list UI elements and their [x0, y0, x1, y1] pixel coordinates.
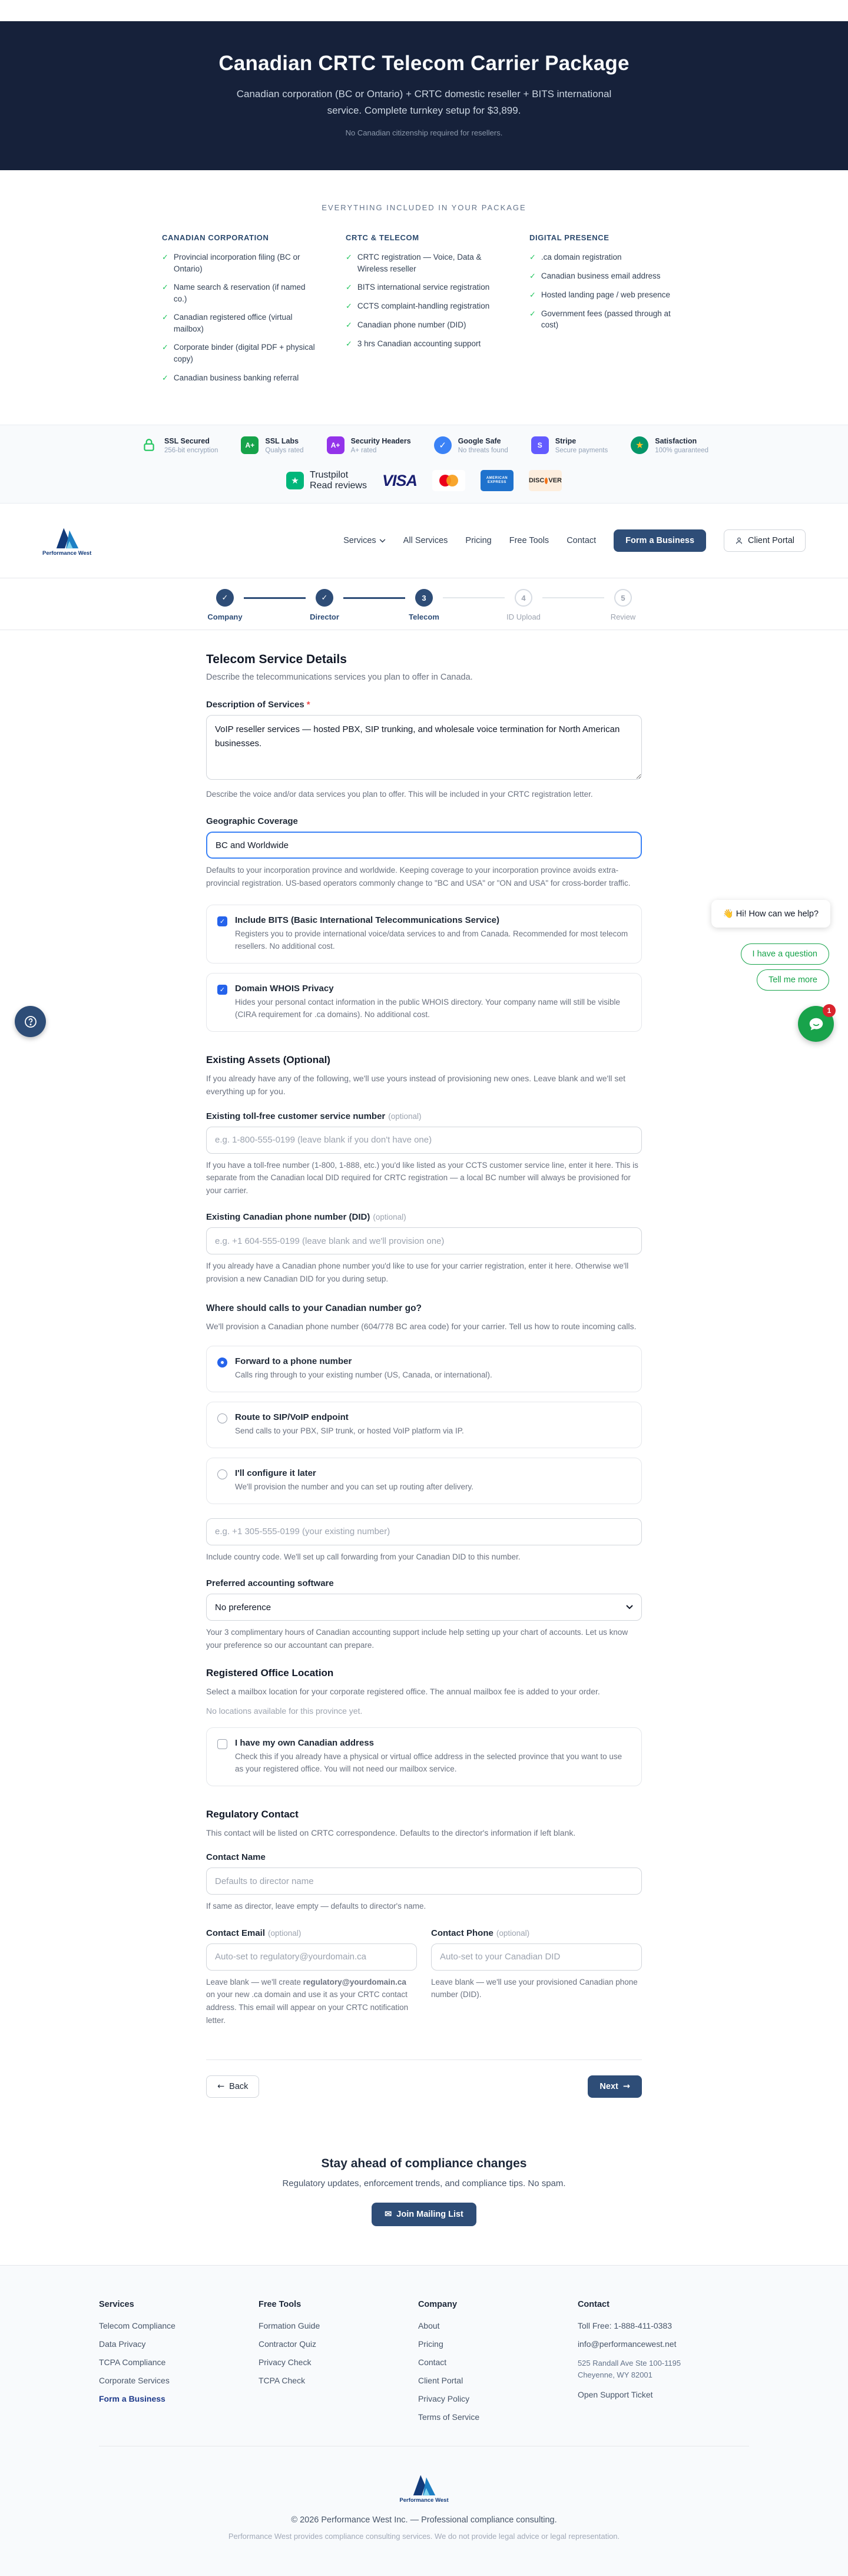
mastercard-logo [432, 470, 465, 491]
trustpilot-star-icon: ★ [286, 472, 304, 489]
badge-stripe: S Stripe Secure payments [531, 436, 608, 455]
geographic-coverage-helper: Defaults to your incorporation province and worldwide. Keeping coverage to your incorporation province avoids extra-provincial registration. US-based operators commonly change to "BC and USA" or "ON and USA" for cross-border traffic. [206, 866, 631, 888]
chat-launcher-button[interactable] [798, 1006, 834, 1042]
included-column-title: CRTC & TELECOM [346, 233, 419, 243]
envelope-icon: ✉ [385, 2210, 392, 2220]
routing-intro: We'll provision a Canadian phone number (604/778 BC area code) for your carrier. Tell us how to route incoming calls. [206, 1321, 637, 1331]
step-company[interactable]: ✓ Company [206, 589, 244, 621]
arrow-left-icon: ← [217, 2082, 225, 2092]
bits-option-card[interactable] [206, 905, 642, 963]
page-title: Telecom Service Details [206, 653, 347, 667]
lock-icon [140, 436, 158, 455]
logo-icon [54, 525, 81, 549]
chevron-down-icon [626, 1605, 633, 1610]
existing-assets-intro: If you already have any of the following, we'll use yours instead of provisioning new ones. Leave blank and we'll set everything up for you. [206, 1073, 625, 1097]
arrow-right-icon: → [622, 2082, 630, 2092]
footer-link-pricing[interactable]: Pricing [418, 2339, 443, 2349]
bits-checkbox[interactable]: ✓ [217, 916, 227, 926]
forward-number-helper: Include country code. We'll set up call forwarding from your Canadian DID to this number. [206, 1552, 521, 1561]
geographic-coverage-label: Geographic Coverage [206, 816, 298, 827]
regulatory-contact-intro: This contact will be listed on CRTC correspondence. Defaults to the director's information if left blank. [206, 1827, 576, 1837]
regulatory-contact-title: Regulatory Contact [206, 1808, 299, 1820]
tollfree-helper: If you have a toll-free number (1-800, 1-888, etc.) you'd like listed as your CCTS customer service line, enter it here. This is separate from the Canadian local DID required for CRTC registration — a local BC number will always be provisioned for your carrier. [206, 1160, 638, 1195]
telecom-form [206, 630, 642, 2121]
sip-radio[interactable] [217, 1413, 227, 1423]
newsletter-section [0, 2121, 848, 2265]
form-intro: Describe the telecommunications services you plan to offer in Canada. [206, 673, 473, 683]
included-column-digital [529, 233, 686, 390]
check-icon: ✓ [346, 283, 352, 292]
list-item: ✓ Canadian business email address [529, 270, 686, 282]
step-telecom[interactable]: 3 Telecom [405, 589, 443, 621]
step-id-upload[interactable]: 4 ID Upload [505, 589, 542, 621]
client-portal-button[interactable]: Client Portal [724, 529, 806, 552]
footer-link-telecom-compliance[interactable]: Telecom Compliance [99, 2321, 175, 2331]
brand-name: Performance West [42, 549, 92, 557]
check-icon: ✓ [346, 339, 352, 348]
disclaimer: Performance West provides compliance consulting services. We do not provide legal advice or legal representation. [228, 2532, 620, 2541]
included-column-title: CANADIAN CORPORATION [162, 233, 269, 243]
did-label: Existing Canadian phone number (DID) (optional) [206, 1212, 406, 1223]
contact-name-input[interactable] [206, 1868, 642, 1895]
list-item: ✓ Government fees (passed through at cost) [529, 308, 686, 331]
list-item: ✓ Provincial incorporation filing (BC or Ontario) [162, 251, 319, 274]
chat-quick-reply-question[interactable]: I have a question [741, 943, 829, 965]
step-connector [443, 597, 505, 598]
nav-link-services[interactable]: Services [343, 536, 386, 545]
routing-title: Where should calls to your Canadian number go? [206, 1303, 422, 1313]
visa-logo: VISA [382, 471, 417, 489]
contact-phone-label: Contact Phone (optional) [431, 1928, 530, 1938]
hero-subtitle: Canadian corporation (BC or Ontario) + CRTC domestic reseller + BITS international service. Complete turnkey setup for $3,899. [236, 88, 612, 117]
forward-radio[interactable] [217, 1357, 227, 1368]
logo-icon [410, 2472, 438, 2496]
help-button[interactable] [15, 1006, 46, 1037]
included-header: EVERYTHING INCLUDED IN YOUR PACKAGE [322, 203, 526, 213]
check-icon: ✓ [529, 271, 536, 280]
hero-section [0, 21, 848, 170]
existing-assets-title: Existing Assets (Optional) [206, 1054, 330, 1065]
whois-label: Domain WHOIS Privacy [235, 984, 334, 994]
footer-link-client-portal[interactable]: Client Portal [418, 2376, 463, 2386]
amex-logo: AMERICAN EXPRESS [481, 470, 514, 491]
bits-description: Registers you to provide international voice/data services to and from Canada. Recommended for most telecom resellers. No additional cost. [235, 929, 628, 951]
footer-link-tcpa-check[interactable]: TCPA Check [258, 2376, 306, 2386]
footer-link-data-privacy[interactable]: Data Privacy [99, 2339, 146, 2349]
list-item: ✓ Corporate binder (digital PDF + physical copy) [162, 342, 319, 365]
next-button[interactable]: Next → [588, 2075, 642, 2098]
footer-column-company: Company About Pricing Contact Client Portal Privacy Policy Terms of Service [418, 2300, 578, 2431]
step-director[interactable]: ✓ Director [306, 589, 343, 621]
check-icon: ✓ [162, 253, 168, 262]
question-circle-icon [24, 1015, 38, 1029]
later-radio[interactable] [217, 1469, 227, 1479]
contact-email-helper: Leave blank — we'll create regulatory@yourdomain.ca on your new .ca domain and use it as your CRTC contact address. This email will appear on your CRTC notification letter. [206, 1977, 409, 2025]
navbar [0, 504, 848, 578]
accounting-label: Preferred accounting software [206, 1578, 334, 1589]
nav-link-all-services[interactable]: All Services [403, 536, 448, 546]
no-locations-note: No locations available for this province yet. [206, 1706, 363, 1716]
list-item: ✓ CCTS complaint-handling registration [346, 300, 502, 312]
nav-link-free-tools[interactable]: Free Tools [509, 536, 549, 546]
discover-logo: DISC VER [529, 470, 562, 491]
own-address-card[interactable]: I have my own Canadian address Check this if you already have a physical or virtual office address in the selected province that you want to use as your registered office. You will not need our mailbox service. [206, 1727, 642, 1786]
badge-ssl-secured: SSL Secured 256-bit encryption [140, 436, 218, 455]
check-icon: ✓ [529, 309, 536, 318]
step-marker: 3 [415, 589, 433, 607]
check-icon: ✓ [162, 313, 168, 322]
trustpilot-badge[interactable]: ★ Trustpilot Read reviews [286, 470, 367, 491]
list-item: ✓ .ca domain registration [529, 251, 686, 263]
hero-note: No Canadian citizenship required for resellers. [345, 128, 503, 138]
footer-link-privacy-check[interactable]: Privacy Check [258, 2358, 312, 2368]
step-marker: 4 [515, 589, 532, 607]
step-connector [244, 597, 306, 599]
list-item: ✓ BITS international service registration [346, 282, 502, 293]
user-icon [735, 537, 743, 545]
contact-name-helper: If same as director, leave empty — defaults to director's name. [206, 1902, 426, 1911]
description-label: Description of Services * [206, 700, 310, 710]
back-button[interactable]: ← Back [206, 2075, 259, 2098]
footer-link-formation-guide[interactable]: Formation Guide [258, 2321, 320, 2331]
check-icon: ✓ [162, 283, 168, 292]
tollfree-label: Existing toll-free customer service number (optional) [206, 1111, 422, 1121]
star-circle-icon: ★ [630, 436, 649, 455]
step-marker: 5 [614, 589, 632, 607]
routing-option-sip[interactable]: Route to SIP/VoIP endpoint Send calls to your PBX, SIP trunk, or hosted VoIP platform via IP. [206, 1402, 642, 1448]
footer-column-free-tools: Free Tools Formation Guide Contractor Quiz Privacy Check TCPA Check [259, 2300, 418, 2431]
newsletter-subtitle: Regulatory updates, enforcement trends, and compliance tips. No spam. [282, 2178, 566, 2189]
trust-strip [0, 425, 848, 504]
footer-link-contact[interactable]: Contact [418, 2358, 447, 2368]
office-location-title: Registered Office Location [206, 1667, 334, 1678]
step-connector [343, 597, 405, 599]
check-icon: ✓ [529, 253, 536, 262]
required-asterisk: * [306, 700, 310, 710]
chevron-down-icon [379, 539, 386, 543]
newsletter-title: Stay ahead of compliance changes [321, 2157, 527, 2171]
footer-link-privacy-policy[interactable]: Privacy Policy [418, 2394, 470, 2404]
check-icon: ✓ [162, 343, 168, 352]
step-marker: ✓ [316, 589, 333, 607]
footer-link-form-a-business[interactable]: Form a Business [99, 2394, 165, 2404]
list-item: ✓ Canadian phone number (DID) [346, 319, 502, 331]
footer-column-contact: Contact Toll Free: 1-888-411-0383 info@performancewest.net 525 Randall Ave Ste 100-1195 Cheyenne, WY 82001 Open Support Ticket [578, 2300, 749, 2431]
accounting-helper: Your 3 complimentary hours of Canadian accounting support include help setting up your chart of accounts. Let us know your preference so our accountant can prepare. [206, 1628, 628, 1650]
description-textarea[interactable] [206, 715, 642, 780]
routing-option-forward[interactable]: Forward to a phone number Calls ring through to your existing number (US, Canada, or international). [206, 1346, 642, 1392]
footer-column-services: Services Telecom Compliance Data Privacy TCPA Compliance Corporate Services Form a Business [99, 2300, 259, 2431]
chat-unread-badge: 1 [823, 1004, 836, 1017]
did-helper: If you already have a Canadian phone number you'd like to use for your carrier registration, enter it here. Otherwise we'll provision a new Canadian DID for you during setup. [206, 1261, 629, 1284]
check-circle-icon: ✓ [433, 436, 452, 455]
list-item: ✓ Name search & reservation (if named co.) [162, 282, 319, 304]
tollfree-input[interactable] [206, 1127, 642, 1154]
footer-tollfree-phone[interactable]: Toll Free: 1-888-411-0383 [577, 2321, 672, 2331]
contact-phone-helper: Leave blank — we'll use your provisioned Canadian phone number (DID). [431, 1977, 638, 1999]
list-item: ✓ Canadian registered office (virtual mailbox) [162, 312, 319, 335]
footer-link-corporate-services[interactable]: Corporate Services [99, 2376, 170, 2386]
badge-google-safe: ✓ Google Safe No threats found [433, 436, 508, 455]
included-column-title: DIGITAL PRESENCE [529, 233, 610, 243]
list-item: ✓ 3 hrs Canadian accounting support [346, 338, 502, 350]
contact-phone-input[interactable] [431, 1943, 642, 1971]
included-column-corporation [162, 233, 319, 390]
footer-logo: Performance West [399, 2472, 448, 2504]
footer-link-tcpa-compliance[interactable]: TCPA Compliance [99, 2358, 166, 2368]
list-item: ✓ Canadian business banking referral [162, 372, 319, 384]
whois-checkbox[interactable]: ✓ [217, 985, 227, 995]
form-a-business-button[interactable]: Form a Business [614, 529, 706, 552]
badge-security-headers: A+ Security Headers A+ rated [326, 436, 411, 455]
bits-label: Include BITS (Basic International Telecommunications Service) [235, 915, 500, 926]
progress-steps [0, 578, 848, 630]
check-icon: ✓ [529, 290, 536, 299]
badge-ssl-labs: A+ SSL Labs Qualys rated [240, 436, 303, 455]
step-review[interactable]: 5 Review [604, 589, 642, 621]
step-connector [542, 597, 604, 598]
footer-address: 525 Randall Ave Ste 100-1195 Cheyenne, WY 82001 [577, 2359, 681, 2380]
hero-title: Canadian CRTC Telecom Carrier Package [218, 52, 630, 75]
step-marker: ✓ [216, 589, 234, 607]
footer [0, 2265, 848, 2576]
included-column-crtc [346, 233, 502, 390]
stripe-icon: S [531, 436, 549, 455]
check-icon: ✓ [162, 373, 168, 382]
badge-satisfaction: ★ Satisfaction 100% guaranteed [630, 436, 708, 455]
grade-a-plus-icon: A+ [240, 436, 259, 455]
grade-a-plus-icon: A+ [326, 436, 345, 455]
chat-quick-reply-more[interactable]: Tell me more [757, 969, 829, 991]
footer-link-about[interactable]: About [418, 2321, 440, 2331]
description-helper: Describe the voice and/or data services you plan to offer. This will be included in your CRTC registration letter. [206, 790, 593, 799]
list-item: ✓ CRTC registration — Voice, Data & Wireless reseller [346, 251, 502, 274]
office-location-intro: Select a mailbox location for your corporate registered office. The annual mailbox fee is added to your order. [206, 1686, 600, 1696]
own-address-checkbox[interactable] [217, 1739, 227, 1749]
contact-email-label: Contact Email (optional) [206, 1928, 302, 1938]
forward-number-input[interactable] [206, 1518, 642, 1545]
check-icon: ✓ [346, 302, 352, 311]
whois-description: Hides your personal contact information in the public WHOIS directory. Your company name will still be visible (CIRA requirement for .ca domains). No additional cost. [235, 998, 621, 1019]
contact-email-input[interactable] [206, 1943, 417, 1971]
check-icon: ✓ [346, 320, 352, 329]
footer-link-terms[interactable]: Terms of Service [418, 2412, 480, 2422]
accounting-software-select[interactable]: No preference [206, 1594, 642, 1621]
nav-link-contact[interactable]: Contact [567, 536, 597, 546]
whois-option-card[interactable] [206, 973, 642, 1032]
check-icon: ✓ [346, 253, 352, 262]
chat-greeting-bubble[interactable]: 👋 Hi! How can we help? [711, 900, 830, 928]
included-section [0, 170, 848, 425]
footer-link-contractor-quiz[interactable]: Contractor Quiz [258, 2339, 317, 2349]
geographic-coverage-input[interactable] [206, 832, 642, 859]
footer-email[interactable]: info@performancewest.net [577, 2339, 677, 2349]
brand-logo[interactable] [42, 525, 91, 557]
copyright: © 2026 Performance West Inc. — Professional compliance consulting. [291, 2515, 557, 2525]
top-spacer [0, 0, 848, 21]
footer-open-support-ticket[interactable]: Open Support Ticket [577, 2390, 653, 2400]
join-mailing-list-button[interactable]: ✉ Join Mailing List [372, 2203, 476, 2226]
list-item: ✓ Hosted landing page / web presence [529, 289, 686, 301]
contact-name-label: Contact Name [206, 1852, 266, 1863]
routing-option-later[interactable]: I'll configure it later We'll provision the number and you can set up routing after delivery. [206, 1458, 642, 1504]
did-input[interactable] [206, 1227, 642, 1254]
nav-link-pricing[interactable]: Pricing [465, 536, 492, 546]
chat-bubble-icon [807, 1015, 825, 1033]
